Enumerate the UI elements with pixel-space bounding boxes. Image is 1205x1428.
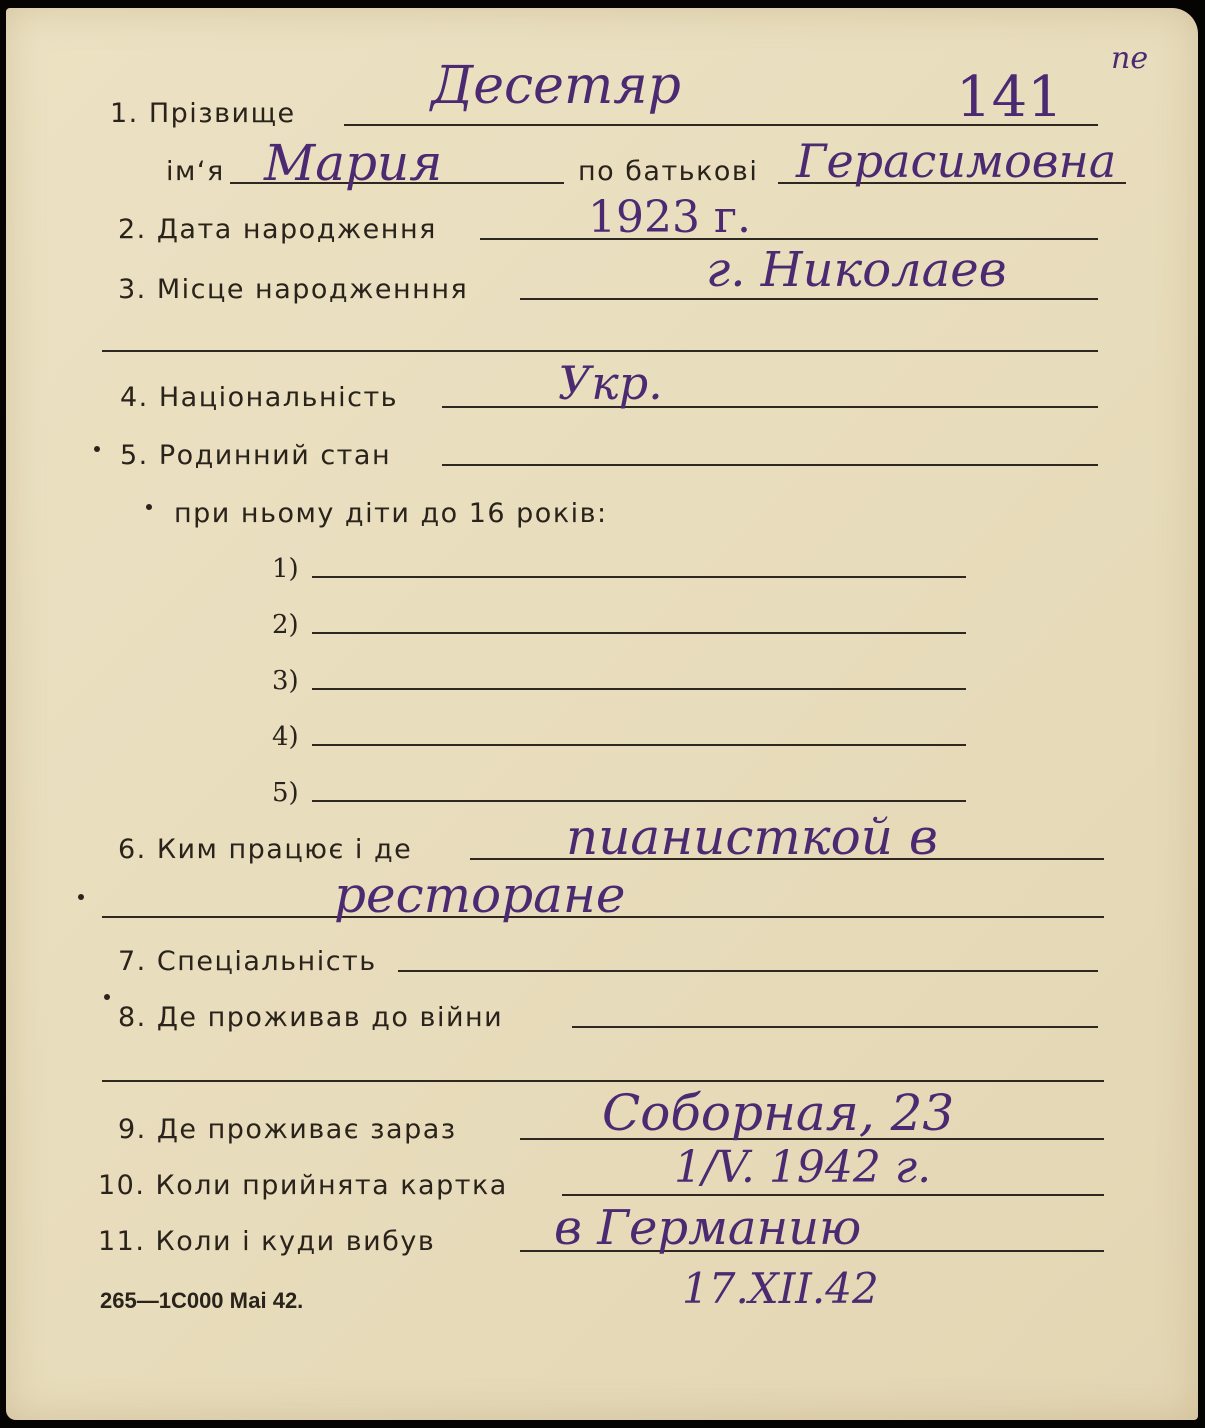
- child-5-label: 5): [272, 778, 299, 808]
- label-nationality: 4. Національність: [120, 382, 399, 413]
- label-birth-date: 2. Дата народження: [118, 214, 437, 245]
- child-4-line: [312, 744, 966, 746]
- hw-card-date: 1/V. 1942 г.: [674, 1142, 932, 1193]
- hw-work-2: ресторане: [334, 866, 626, 924]
- hw-birth-date: 1923 г.: [588, 192, 752, 243]
- line-prewar-2: [102, 1080, 1104, 1082]
- hw-corner-mark: пе: [1111, 41, 1149, 76]
- punch-hole: [78, 894, 84, 900]
- line-nationality: [442, 406, 1098, 408]
- child-4-label: 4): [272, 722, 299, 752]
- punch-hole: [146, 504, 152, 510]
- line-card-date: [562, 1194, 1104, 1196]
- hw-name: Мария: [264, 134, 443, 192]
- line-marital: [442, 464, 1098, 466]
- line-prewar: [572, 1026, 1098, 1028]
- print-code: 265—1С000 Маі 42.: [100, 1288, 304, 1313]
- child-5-line: [312, 800, 966, 802]
- hw-work-1: пианисткой в: [566, 808, 938, 866]
- child-3-line: [312, 688, 966, 690]
- child-2-label: 2): [272, 610, 299, 640]
- child-1-label: 1): [272, 554, 299, 584]
- hw-current-address: Соборная, 23: [602, 1084, 955, 1142]
- line-birth-date: [480, 238, 1098, 240]
- child-2-line: [312, 632, 966, 634]
- label-marital: 5. Родинний стан: [120, 440, 392, 471]
- hw-number: 141: [956, 65, 1063, 130]
- child-1-line: [312, 576, 966, 578]
- label-patronymic: по батькові: [578, 156, 759, 187]
- label-card-date: 10. Коли прийнята картка: [98, 1170, 508, 1201]
- label-surname: 1. Прізвище: [110, 98, 296, 129]
- hw-patronymic: Герасимовна: [796, 134, 1117, 188]
- line-birth-place: [520, 298, 1098, 300]
- hw-departed-date: 17.XII.42: [682, 1264, 879, 1313]
- label-name: ім‘я: [166, 156, 225, 187]
- hw-nationality: Укр.: [558, 356, 663, 410]
- line-specialty: [398, 970, 1098, 972]
- label-children: при ньому діти до 16 років:: [174, 498, 608, 529]
- line-birth-place-2: [102, 350, 1098, 352]
- child-3-label: 3): [272, 666, 299, 696]
- hw-surname: Десетяр: [431, 56, 681, 116]
- punch-hole: [104, 994, 110, 1000]
- hw-birth-place: г. Николаев: [706, 242, 1007, 298]
- label-work: 6. Ким працює і де: [118, 834, 413, 865]
- label-prewar: 8. Де проживав до війни: [118, 1002, 504, 1033]
- label-birth-place: 3. Місце народженння: [118, 274, 469, 305]
- label-specialty: 7. Спеціальність: [118, 946, 377, 977]
- label-departed: 11. Коли і куди вибув: [98, 1226, 436, 1257]
- punch-hole: [94, 446, 100, 452]
- hw-departed: в Германию: [554, 1200, 862, 1256]
- registration-card: [6, 8, 1198, 1420]
- label-current-address: 9. Де проживає зараз: [118, 1114, 457, 1145]
